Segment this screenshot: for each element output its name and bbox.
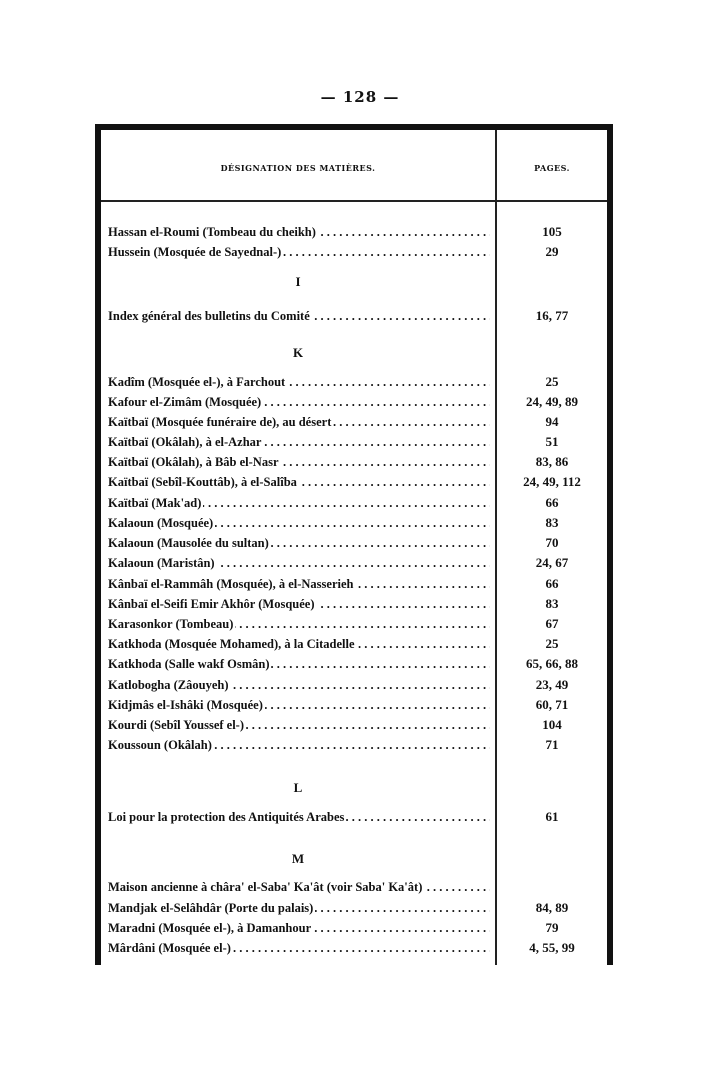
index-entry-row bbox=[0, 372, 720, 392]
index-entry-text bbox=[108, 392, 490, 412]
section-letter-m: M bbox=[291, 851, 305, 866]
index-entry-pages: 94 bbox=[545, 414, 559, 429]
index-entry-text bbox=[108, 938, 490, 958]
index-entry-row bbox=[0, 695, 720, 715]
index-entry-pages: 25 bbox=[545, 374, 559, 389]
index-entry-text bbox=[108, 242, 490, 262]
index-entry-text bbox=[108, 553, 490, 573]
index-entry-row bbox=[0, 654, 720, 674]
index-entry-text bbox=[108, 306, 490, 326]
index-entry-text bbox=[108, 898, 490, 918]
index-entry-text bbox=[108, 472, 490, 492]
index-entry-pages: 24, 67 bbox=[535, 555, 569, 570]
index-entry-pages: 29 bbox=[545, 244, 559, 259]
index-entry-label: Loi pour la protection des Antiquités Arabes bbox=[108, 810, 345, 824]
index-entry-label: Kafour el-Zimâm (Mosquée) bbox=[108, 395, 262, 409]
index-entry-pages: 105 bbox=[542, 224, 562, 239]
index-entry-label: Mandjak el-Selâhdâr (Porte du palais) bbox=[108, 901, 314, 915]
section-letter-k: K bbox=[292, 345, 304, 360]
index-entry-label: Kaïtbaï (Mosquée funéraire de), au désert bbox=[108, 415, 332, 429]
index-entry-pages: 24, 49, 89 bbox=[526, 394, 578, 409]
index-entry-label: Kourdi (Sebîl Youssef el-) bbox=[108, 718, 244, 732]
index-entry-row bbox=[0, 877, 720, 897]
table-frame-top bbox=[95, 124, 613, 130]
index-entry-row bbox=[0, 614, 720, 634]
index-entry-label: Kaïtbaï (Sebîl-Kouttâb), à el-Salîba bbox=[108, 475, 297, 489]
index-entry-label: Kalaoun (Mausolée du sultan) bbox=[108, 536, 269, 550]
index-entry-text bbox=[108, 675, 490, 695]
index-entry-pages: 70 bbox=[545, 535, 559, 550]
index-entry-text bbox=[108, 533, 490, 553]
index-entry-label: Koussoun (Okâlah) bbox=[108, 738, 212, 752]
index-entry-text bbox=[108, 654, 490, 674]
index-entry-text bbox=[108, 807, 490, 827]
index-entry-label: Maradni (Mosquée el-), à Damanhour bbox=[108, 921, 312, 935]
index-entry-text bbox=[108, 877, 490, 897]
index-entry-row bbox=[0, 222, 720, 242]
index-entry-text bbox=[108, 695, 490, 715]
index-entry-text bbox=[108, 918, 490, 938]
index-entry-label: Mârdâni (Mosquée el-) bbox=[108, 941, 231, 955]
index-entry-pages: 23, 49 bbox=[535, 677, 569, 692]
index-entry-row bbox=[0, 634, 720, 654]
index-entry-row bbox=[0, 533, 720, 553]
index-entry-text bbox=[108, 513, 490, 533]
index-entry-row bbox=[0, 735, 720, 755]
index-entry-pages: 51 bbox=[545, 434, 559, 449]
index-entry-label: Kânbaï el-Seifi Emir Akhôr (Mosquée) bbox=[108, 597, 315, 611]
index-entry-row bbox=[0, 938, 720, 958]
index-entry-text bbox=[108, 614, 490, 634]
index-entry-row bbox=[0, 493, 720, 513]
index-entry-pages: 25 bbox=[545, 636, 559, 651]
index-entry-pages: 60, 71 bbox=[535, 697, 569, 712]
index-entry-row bbox=[0, 898, 720, 918]
index-entry-pages: 83, 86 bbox=[535, 454, 569, 469]
index-entry-row bbox=[0, 306, 720, 326]
index-entry-label: Kaïtbaï (Mak'ad) bbox=[108, 496, 202, 510]
index-entry-pages: 24, 49, 112 bbox=[523, 474, 581, 489]
index-entry-label: Kânbaï el-Rammâh (Mosquée), à el-Nasserieh bbox=[108, 577, 354, 591]
index-entry-row bbox=[0, 412, 720, 432]
index-entry-label: Kaïtbaï (Okâlah), à Bâb el-Nasr bbox=[108, 455, 279, 469]
index-entry-label: Katkhoda (Mosquée Mohamed), à la Citadelle bbox=[108, 637, 355, 651]
index-entry-text bbox=[108, 452, 490, 472]
index-entry-pages: 66 bbox=[545, 495, 559, 510]
index-entry-row bbox=[0, 715, 720, 735]
index-entry-label: Kaïtbaï (Okâlah), à el-Azhar bbox=[108, 435, 262, 449]
index-entry-row bbox=[0, 553, 720, 573]
index-entry-text bbox=[108, 634, 490, 654]
index-entry-row bbox=[0, 594, 720, 614]
index-entry-row bbox=[0, 432, 720, 452]
index-entry-row bbox=[0, 472, 720, 492]
index-entry-pages: 83 bbox=[545, 515, 559, 530]
index-entry-text bbox=[108, 493, 490, 513]
column-header-designation: DÉSIGNATION DES MATIÈRES. bbox=[220, 163, 376, 173]
index-entry-row bbox=[0, 807, 720, 827]
index-entry-label: Katlobogha (Zâouyeh) bbox=[108, 678, 229, 692]
index-entry-row bbox=[0, 918, 720, 938]
index-entry-label: Kalaoun (Mosquée) bbox=[108, 516, 214, 530]
index-entry-pages: 84, 89 bbox=[535, 900, 569, 915]
column-header-pages: PAGES. bbox=[534, 163, 570, 173]
index-entry-label: Index général des bulletins du Comité bbox=[108, 309, 310, 323]
index-entry-pages: 79 bbox=[545, 920, 559, 935]
index-entry-label: Hussein (Mosquée de Sayednal-) bbox=[108, 245, 282, 259]
index-entry-label: Kadîm (Mosquée el-), à Farchout bbox=[108, 375, 286, 389]
index-entry-label: Katkhoda (Salle wakf Osmân) bbox=[108, 657, 270, 671]
index-entry-text bbox=[108, 372, 490, 392]
index-entry-pages: 104 bbox=[542, 717, 562, 732]
index-entry-pages: 67 bbox=[545, 616, 559, 631]
index-entry-row bbox=[0, 513, 720, 533]
index-entry-row bbox=[0, 392, 720, 412]
index-entry-text bbox=[108, 412, 490, 432]
index-entry-row bbox=[0, 242, 720, 262]
index-entry-row bbox=[0, 574, 720, 594]
page-number: — 128 — bbox=[320, 88, 400, 106]
index-entry-text bbox=[108, 594, 490, 614]
index-entry-pages: 61 bbox=[545, 809, 559, 824]
index-entry-label: Karasonkor (Tombeau) bbox=[108, 617, 234, 631]
index-entry-label: Kalaoun (Maristân) bbox=[108, 556, 215, 570]
index-entry-row bbox=[0, 675, 720, 695]
index-entry-text bbox=[108, 715, 490, 735]
index-entry-text bbox=[108, 735, 490, 755]
index-entry-row bbox=[0, 452, 720, 472]
section-letter-i: I bbox=[295, 274, 301, 289]
index-entry-text bbox=[108, 432, 490, 452]
index-entry-text bbox=[108, 222, 490, 242]
index-entry-pages: 71 bbox=[545, 737, 559, 752]
header-rule bbox=[101, 200, 607, 202]
index-entry-pages: 16, 77 bbox=[535, 308, 569, 323]
index-entry-label: Kidjmâs el-Ishâki (Mosquée) bbox=[108, 698, 263, 712]
index-entry-label: Maison ancienne à châra' el-Saba' Ka'ât (voir Saba' Ka'ât) bbox=[108, 880, 423, 894]
index-entry-pages: 66 bbox=[545, 576, 559, 591]
index-entry-text bbox=[108, 574, 490, 594]
index-entry-pages: 65, 66, 88 bbox=[526, 656, 578, 671]
section-letter-l: L bbox=[293, 780, 303, 795]
index-entry-pages: 4, 55, 99 bbox=[529, 940, 575, 955]
index-entry-label: Hassan el-Roumi (Tombeau du cheikh) bbox=[108, 225, 316, 239]
index-entry-pages: 83 bbox=[545, 596, 559, 611]
